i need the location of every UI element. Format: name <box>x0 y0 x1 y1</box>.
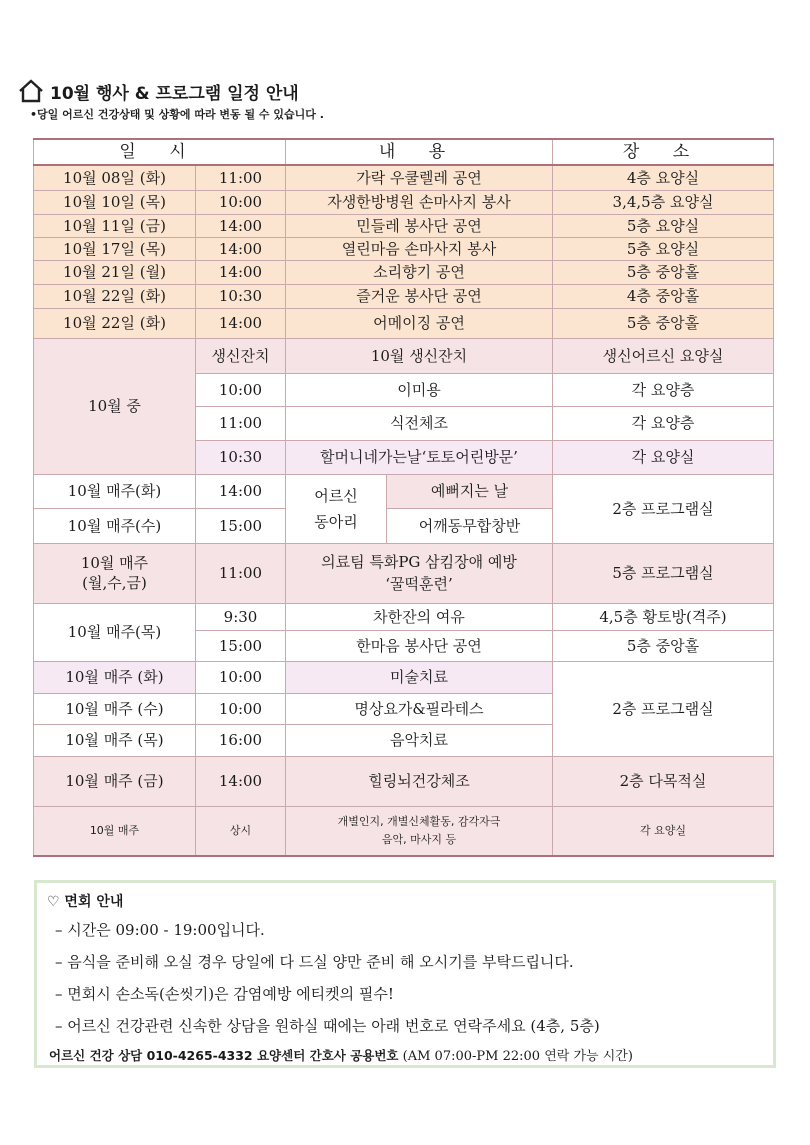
event-place: 5층 중앙홀 <box>553 308 774 338</box>
event-time: 14:00 <box>196 237 286 260</box>
always-content: 개별인지, 개별신체활동, 감각자극 음악, 마사지 등 <box>286 806 553 856</box>
contact-line <box>49 1045 633 1064</box>
monthly-content: 할머니네가는날‘토토어린방문’ <box>286 440 553 474</box>
thursday-date: 10월 매주(목) <box>34 603 196 661</box>
event-time: 14:00 <box>196 308 286 338</box>
club-program: 예뻐지는 날 <box>387 474 553 508</box>
visit-notice-title: ♡ 면회 안내 <box>47 894 124 910</box>
header-place: 장 소 <box>553 139 774 165</box>
therapy-content: 미술치료 <box>286 661 553 693</box>
event-place: 5층 요양실 <box>553 214 774 237</box>
event-content: 어메이징 공연 <box>286 308 553 338</box>
table-row <box>34 543 774 603</box>
header-content: 내 용 <box>286 139 553 165</box>
friday-date: 10월 매주 (금) <box>34 756 196 806</box>
event-content: 민들레 봉사단 공연 <box>286 214 553 237</box>
monthly-time: 10:30 <box>196 440 286 474</box>
medical-content: 의료팀 특화PG 삼킴장애 예방 ‘꿀떡훈련’ <box>286 543 553 603</box>
table-row <box>34 260 774 284</box>
visit-notice-item: – 시간은 09:00 - 19:00입니다. <box>55 921 265 939</box>
page-title-row <box>18 78 299 104</box>
club-group: 어르신 동아리 <box>286 474 387 543</box>
header-datetime: 일 시 <box>34 139 286 165</box>
event-content: 가락 우쿨렐레 공연 <box>286 165 553 190</box>
event-content: 열린마음 손마사지 봉사 <box>286 237 553 260</box>
table-row <box>34 756 774 806</box>
event-place: 4층 요양실 <box>553 165 774 190</box>
event-time: 10:30 <box>196 284 286 308</box>
event-time: 14:00 <box>196 214 286 237</box>
club-date: 10월 매주(화) <box>34 474 196 508</box>
table-row <box>34 190 774 214</box>
friday-time: 14:00 <box>196 756 286 806</box>
monthly-place: 각 요양층 <box>553 406 774 440</box>
always-place: 각 요양실 <box>553 806 774 856</box>
monthly-time: 10:00 <box>196 373 286 406</box>
event-place: 5층 중앙홀 <box>553 260 774 284</box>
therapy-content: 명상요가&필라테스 <box>286 693 553 724</box>
table-row <box>34 165 774 190</box>
table-row <box>34 806 774 856</box>
table-row <box>34 284 774 308</box>
table-row <box>34 338 774 373</box>
medical-date: 10월 매주 (월,수,금) <box>34 543 196 603</box>
event-place: 5층 요양실 <box>553 237 774 260</box>
event-time: 11:00 <box>196 165 286 190</box>
event-date: 10월 21일 (월) <box>34 260 196 284</box>
therapy-time: 10:00 <box>196 693 286 724</box>
schedule-note: •당일 어르신 건강상태 및 상황에 따라 변동 될 수 있습니다 . <box>30 108 324 121</box>
medical-place: 5층 프로그램실 <box>553 543 774 603</box>
medical-time: 11:00 <box>196 543 286 603</box>
monthly-content: 식전체조 <box>286 406 553 440</box>
visit-notice-box <box>34 880 776 1068</box>
event-date: 10월 11일 (금) <box>34 214 196 237</box>
always-time: 상시 <box>196 806 286 856</box>
club-time: 14:00 <box>196 474 286 508</box>
therapy-place: 2층 프로그램실 <box>553 661 774 756</box>
event-date: 10월 10일 (목) <box>34 190 196 214</box>
monthly-content: 이미용 <box>286 373 553 406</box>
monthly-place: 각 요양층 <box>553 373 774 406</box>
therapy-date: 10월 매주 (목) <box>34 724 196 756</box>
thursday-place: 4,5층 황토방(격주) <box>553 603 774 630</box>
home-icon <box>18 79 44 103</box>
thursday-time: 15:00 <box>196 630 286 661</box>
event-date: 10월 17일 (목) <box>34 237 196 260</box>
club-date: 10월 매주(수) <box>34 508 196 543</box>
always-date: 10월 매주 <box>34 806 196 856</box>
friday-content: 힐링뇌건강체조 <box>286 756 553 806</box>
thursday-content: 한마음 봉사단 공연 <box>286 630 553 661</box>
event-place: 4층 중앙홀 <box>553 284 774 308</box>
table-row <box>34 308 774 338</box>
event-content: 소리향기 공연 <box>286 260 553 284</box>
event-date: 10월 08일 (화) <box>34 165 196 190</box>
event-content: 자생한방병원 손마사지 봉사 <box>286 190 553 214</box>
monthly-time: 11:00 <box>196 406 286 440</box>
page-title: 10월 행사 & 프로그램 일정 안내 <box>50 83 299 104</box>
club-time: 15:00 <box>196 508 286 543</box>
monthly-date: 10월 중 <box>34 338 196 474</box>
event-date: 10월 22일 (화) <box>34 308 196 338</box>
event-time: 10:00 <box>196 190 286 214</box>
therapy-time: 16:00 <box>196 724 286 756</box>
monthly-place: 생신어르신 요양실 <box>553 338 774 373</box>
visit-notice-item: – 어르신 건강관련 신속한 상담을 원하실 때에는 아래 번호로 연락주세요 (4층, 5층) <box>55 1017 600 1035</box>
contact-hours: (AM 07:00-PM 22:00 연락 가능 시간) <box>402 1049 633 1064</box>
therapy-time: 10:00 <box>196 661 286 693</box>
visit-notice-item: – 면회시 손소독(손씻기)은 감염예방 에티켓의 필수! <box>55 985 394 1003</box>
thursday-time: 9:30 <box>196 603 286 630</box>
monthly-place: 각 요양실 <box>553 440 774 474</box>
club-program: 어깨동무합창반 <box>387 508 553 543</box>
schedule-table <box>33 138 774 857</box>
table-row <box>34 237 774 260</box>
monthly-time: 생신잔치 <box>196 338 286 373</box>
event-content: 즐거운 봉사단 공연 <box>286 284 553 308</box>
table-row <box>34 474 774 508</box>
event-time: 14:00 <box>196 260 286 284</box>
table-row <box>34 214 774 237</box>
friday-place: 2층 다목적실 <box>553 756 774 806</box>
contact-number: 어르신 건강 상담 010-4265-4332 요양센터 간호사 공용번호 <box>49 1048 399 1063</box>
thursday-place: 5층 중앙홀 <box>553 630 774 661</box>
event-date: 10월 22일 (화) <box>34 284 196 308</box>
table-row <box>34 661 774 693</box>
event-place: 3,4,5층 요양실 <box>553 190 774 214</box>
table-row <box>34 603 774 630</box>
monthly-content: 10월 생신잔치 <box>286 338 553 373</box>
club-place: 2층 프로그램실 <box>553 474 774 543</box>
visit-notice-item: – 음식을 준비해 오실 경우 당일에 다 드실 양만 준비 해 오시기를 부탁드립니다. <box>55 953 574 971</box>
therapy-date: 10월 매주 (수) <box>34 693 196 724</box>
therapy-date: 10월 매주 (화) <box>34 661 196 693</box>
therapy-content: 음악치료 <box>286 724 553 756</box>
thursday-content: 차한잔의 여유 <box>286 603 553 630</box>
